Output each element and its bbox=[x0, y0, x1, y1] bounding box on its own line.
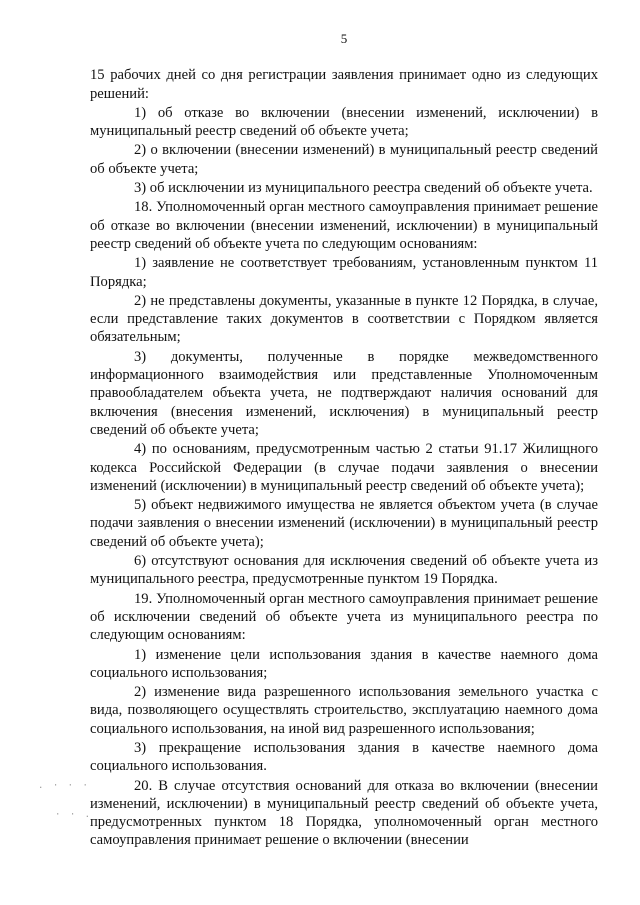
document-body bbox=[90, 66, 598, 849]
paragraph: 19. Уполномоченный орган местного самоуправления принимает решение об исключении сведений об объекте учета из муниципального реестра по следующим основаниям: bbox=[90, 590, 598, 644]
paragraph: 15 рабочих дней со дня регистрации заявления принимает одно из следующих решений: bbox=[90, 67, 598, 102]
paragraph: 6) отсутствуют основания для исключения сведений об объекте учета из муниципального реестра, предусмотренные пунктом 19 Порядка. bbox=[90, 553, 598, 588]
paragraph: 1) изменение цели использования здания в качестве наемного дома социального использования; bbox=[90, 646, 598, 681]
paragraph: 2) о включении (внесении изменений) в муниципальный реестр сведений об объекте учета; bbox=[90, 142, 598, 177]
paragraph: 1) заявление не соответствует требованиям, установленным пунктом 11 Порядка; bbox=[90, 255, 598, 290]
paragraph: 18. Уполномоченный орган местного самоуправления принимает решение об отказе во включении (внесении изменений, исключении) в муниципальный реестр сведений об объекте учета по следующим основаниям: bbox=[90, 199, 598, 252]
paragraph: 3) документы, полученные в порядке межведомственного информационного взаимодействия или представленные Уполномоченным правообладателем объекта учета, не подтверждают наличия оснований для включения (внесения изменений, исключения) в муниципальный реестр сведений об объекте учета; bbox=[90, 348, 598, 438]
paragraph: 1) об отказе во включении (внесении изменений, исключении) в муниципальный реестр сведений об объекте учета; bbox=[90, 104, 598, 140]
page-number: 5 bbox=[340, 31, 348, 46]
scan-noise: . · · · bbox=[38, 781, 90, 791]
paragraph: 2) изменение вида разрешенного использования земельного участка с вида, позволяющего осуществлять строительство, эксплуатацию наемного дома социального использования, на иной вид разрешенного использования; bbox=[90, 684, 598, 737]
scan-noise: · · . bbox=[55, 810, 93, 820]
paragraph: 20. В случае отсутствия оснований для отказа во включении (внесении изменений, исключении) в муниципальный реестр сведений об объекте учета, предусмотренных пунктом 18 Порядка, уполномоченный орган местного самоуправления принимает решение о включении (внесении bbox=[90, 777, 598, 849]
paragraph: 5) объект недвижимого имущества не является объектом учета (в случае подачи заявления о внесении изменений (исключении) в муниципальный реестр сведений об объекте учета); bbox=[90, 497, 598, 550]
paragraph: 3) прекращение использования здания в качестве наемного дома социального использования. bbox=[90, 739, 598, 775]
paragraph: 3) об исключении из муниципального реестра сведений об объекте учета. bbox=[134, 180, 593, 197]
paragraph: 2) не представлены документы, указанные в пункте 12 Порядка, в случае, если представление таких документов в соответствии с Порядком является обязательным; bbox=[90, 292, 598, 346]
document-page bbox=[90, 30, 598, 851]
paragraph: 4) по основаниям, предусмотренным частью 2 статьи 91.17 Жилищного кодекса Российской Федерации (в случае подачи заявления о внесении изменений (исключении) в муниципальный реестр сведений об объекте учета); bbox=[90, 441, 598, 494]
